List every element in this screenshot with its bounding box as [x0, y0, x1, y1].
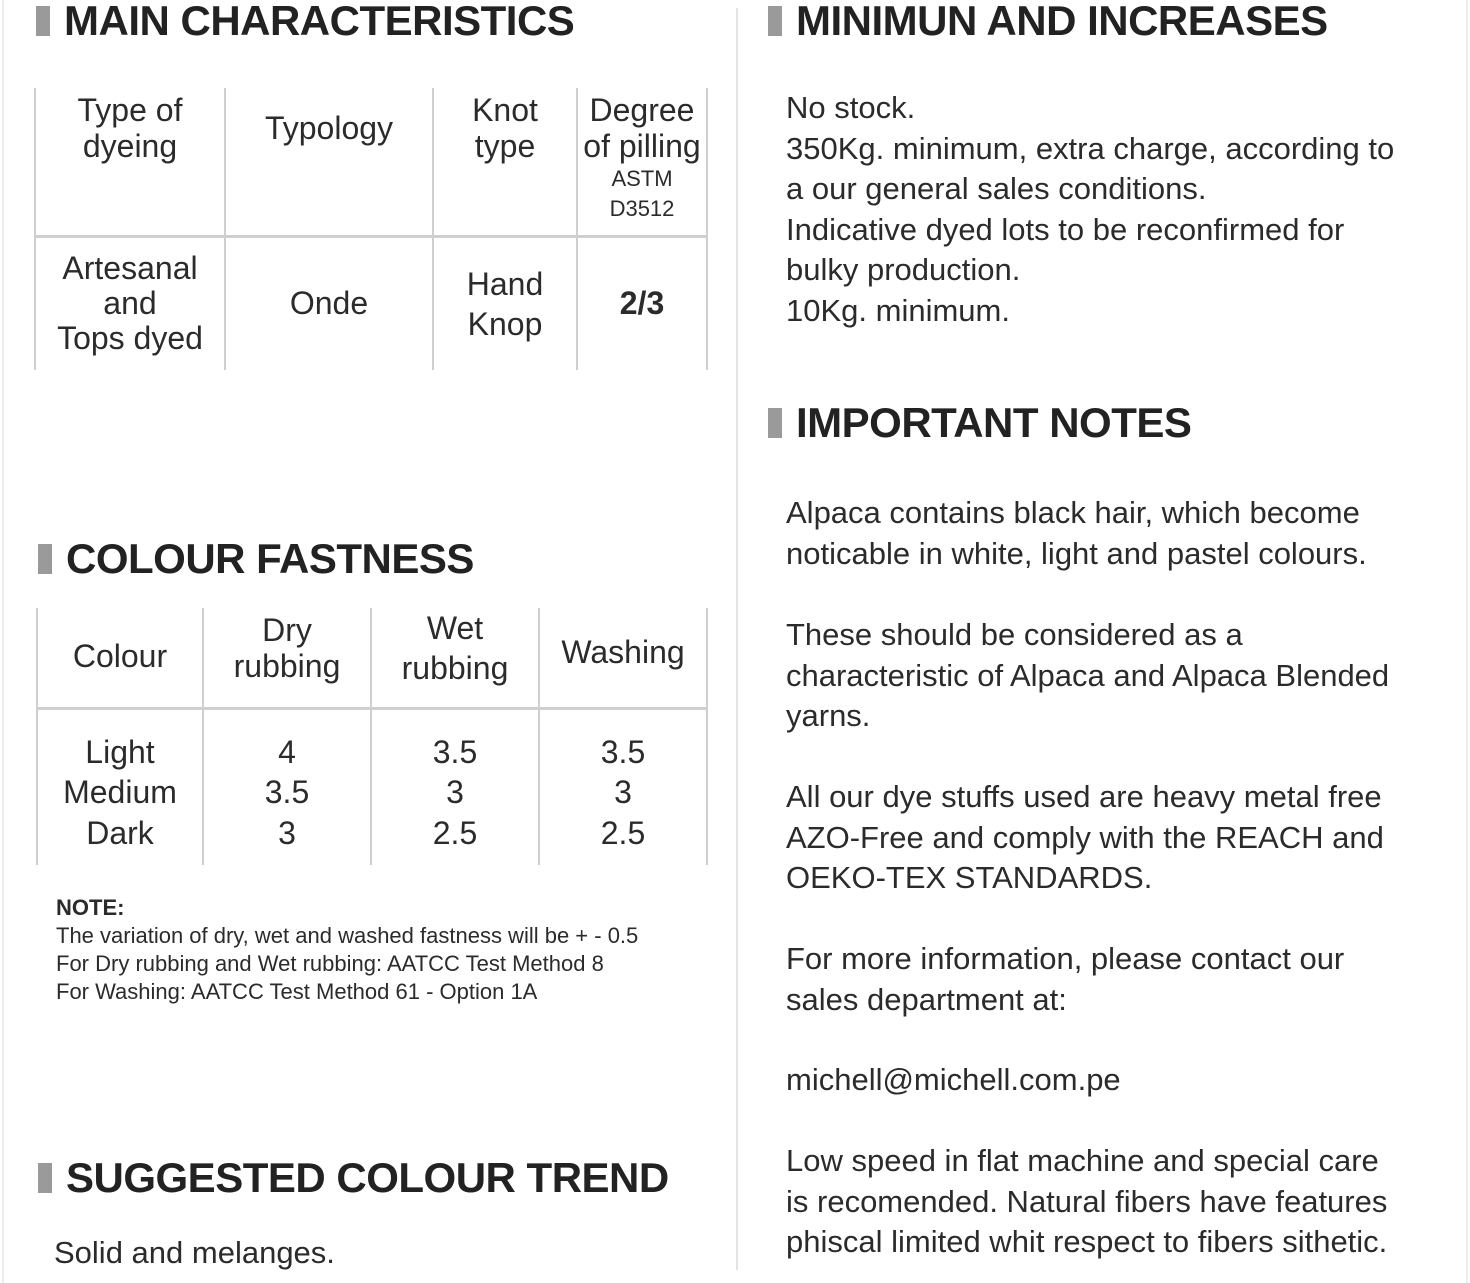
- table-row: [37, 708, 707, 865]
- cell-typology: Onde: [225, 236, 433, 370]
- cell-colour-levels: Light Medium Dark: [37, 708, 203, 865]
- colour-trend-title: SUGGESTED COLOUR TREND: [66, 1154, 669, 1201]
- note-paragraph-dye-stuffs: All our dye stuffs used are heavy metal free AZO-Free and comply with the REACH and OEKO-TEX STANDARDS.: [786, 779, 1384, 895]
- minimum-heading: [768, 0, 1328, 43]
- colour-fastness-table: [36, 608, 708, 865]
- table-row: [35, 236, 707, 370]
- minimum-title: MINIMUN AND INCREASES: [796, 0, 1328, 44]
- minimum-text: No stock. 350Kg. minimum, extra charge, according to a our general sales conditions. Indicative dyed lots to be reconfirmed for bulky production. 10Kg. minimum.: [786, 90, 1395, 328]
- note-line: For Washing: AATCC Test Method 61 - Option 1A: [56, 979, 538, 1004]
- colour-trend-heading: [38, 1156, 669, 1200]
- fastness-note: [56, 894, 638, 1006]
- note-paragraph-alpaca-hair: Alpaca contains black hair, which become noticable in white, light and pastel colours.: [786, 495, 1367, 571]
- heading-marker: [36, 6, 50, 36]
- table-header-row: [37, 608, 707, 708]
- page-edge-right: [1466, 0, 1468, 1283]
- page-edge-left: [2, 0, 4, 1283]
- column-divider: [736, 8, 738, 1270]
- header-knot-type: Knot type: [433, 88, 577, 236]
- cell-dry-rubbing: 4 3.5 3: [203, 708, 371, 865]
- note-line: The variation of dry, wet and washed fastness will be + - 0.5: [56, 923, 639, 948]
- header-degree-of-pilling-label: Degree of pilling: [583, 92, 701, 164]
- heading-marker: [768, 6, 782, 36]
- note-line: For Dry rubbing and Wet rubbing: AATCC Test Method 8: [56, 951, 604, 976]
- header-dry-rubbing: Dry rubbing: [203, 608, 371, 708]
- main-characteristics-heading: [36, 0, 574, 43]
- heading-marker: [38, 1163, 52, 1193]
- header-type-of-dyeing: Type of dyeing: [35, 88, 225, 236]
- cell-degree-of-pilling: 2/3: [577, 236, 707, 370]
- table-header-row: [35, 88, 707, 236]
- colour-fastness-heading: [38, 537, 474, 581]
- note-paragraph-characteristic: These should be considered as a characteristic of Alpaca and Alpaca Blended yarns.: [786, 617, 1390, 733]
- heading-marker: [768, 408, 782, 438]
- cell-washing: 3.5 3 2.5: [539, 708, 707, 865]
- contact-email-link[interactable]: michell@michell.com.pe: [786, 1062, 1121, 1097]
- note-paragraph-contact: For more information, please contact our sales department at:: [786, 941, 1345, 1017]
- important-notes-heading: [768, 401, 1191, 445]
- cell-type-of-dyeing: Artesanal and Tops dyed: [35, 236, 225, 370]
- header-degree-of-pilling: [577, 88, 707, 236]
- cell-wet-rubbing: 3.5 3 2.5: [371, 708, 539, 865]
- note-paragraph-machine-care: Low speed in flat machine and special care is recomended. Natural fibers have features phiscal limited whit respect to fibers sithetic.: [786, 1143, 1388, 1259]
- cell-knot-type: Hand Knop: [433, 236, 577, 370]
- main-characteristics-title: MAIN CHARACTERISTICS: [64, 0, 575, 44]
- colour-trend-text: Solid and melanges.: [54, 1235, 335, 1270]
- heading-marker: [38, 544, 52, 574]
- note-title: NOTE:: [56, 895, 125, 920]
- header-wet-rubbing: Wet rubbing: [371, 608, 539, 708]
- header-colour: Colour: [37, 608, 203, 708]
- pilling-standard: ASTM D3512: [609, 166, 675, 221]
- important-notes-title: IMPORTANT NOTES: [796, 399, 1192, 446]
- header-typology: Typology: [225, 88, 433, 236]
- colour-fastness-title: COLOUR FASTNESS: [66, 535, 474, 582]
- main-characteristics-table: [34, 88, 708, 370]
- header-washing: Washing: [539, 608, 707, 708]
